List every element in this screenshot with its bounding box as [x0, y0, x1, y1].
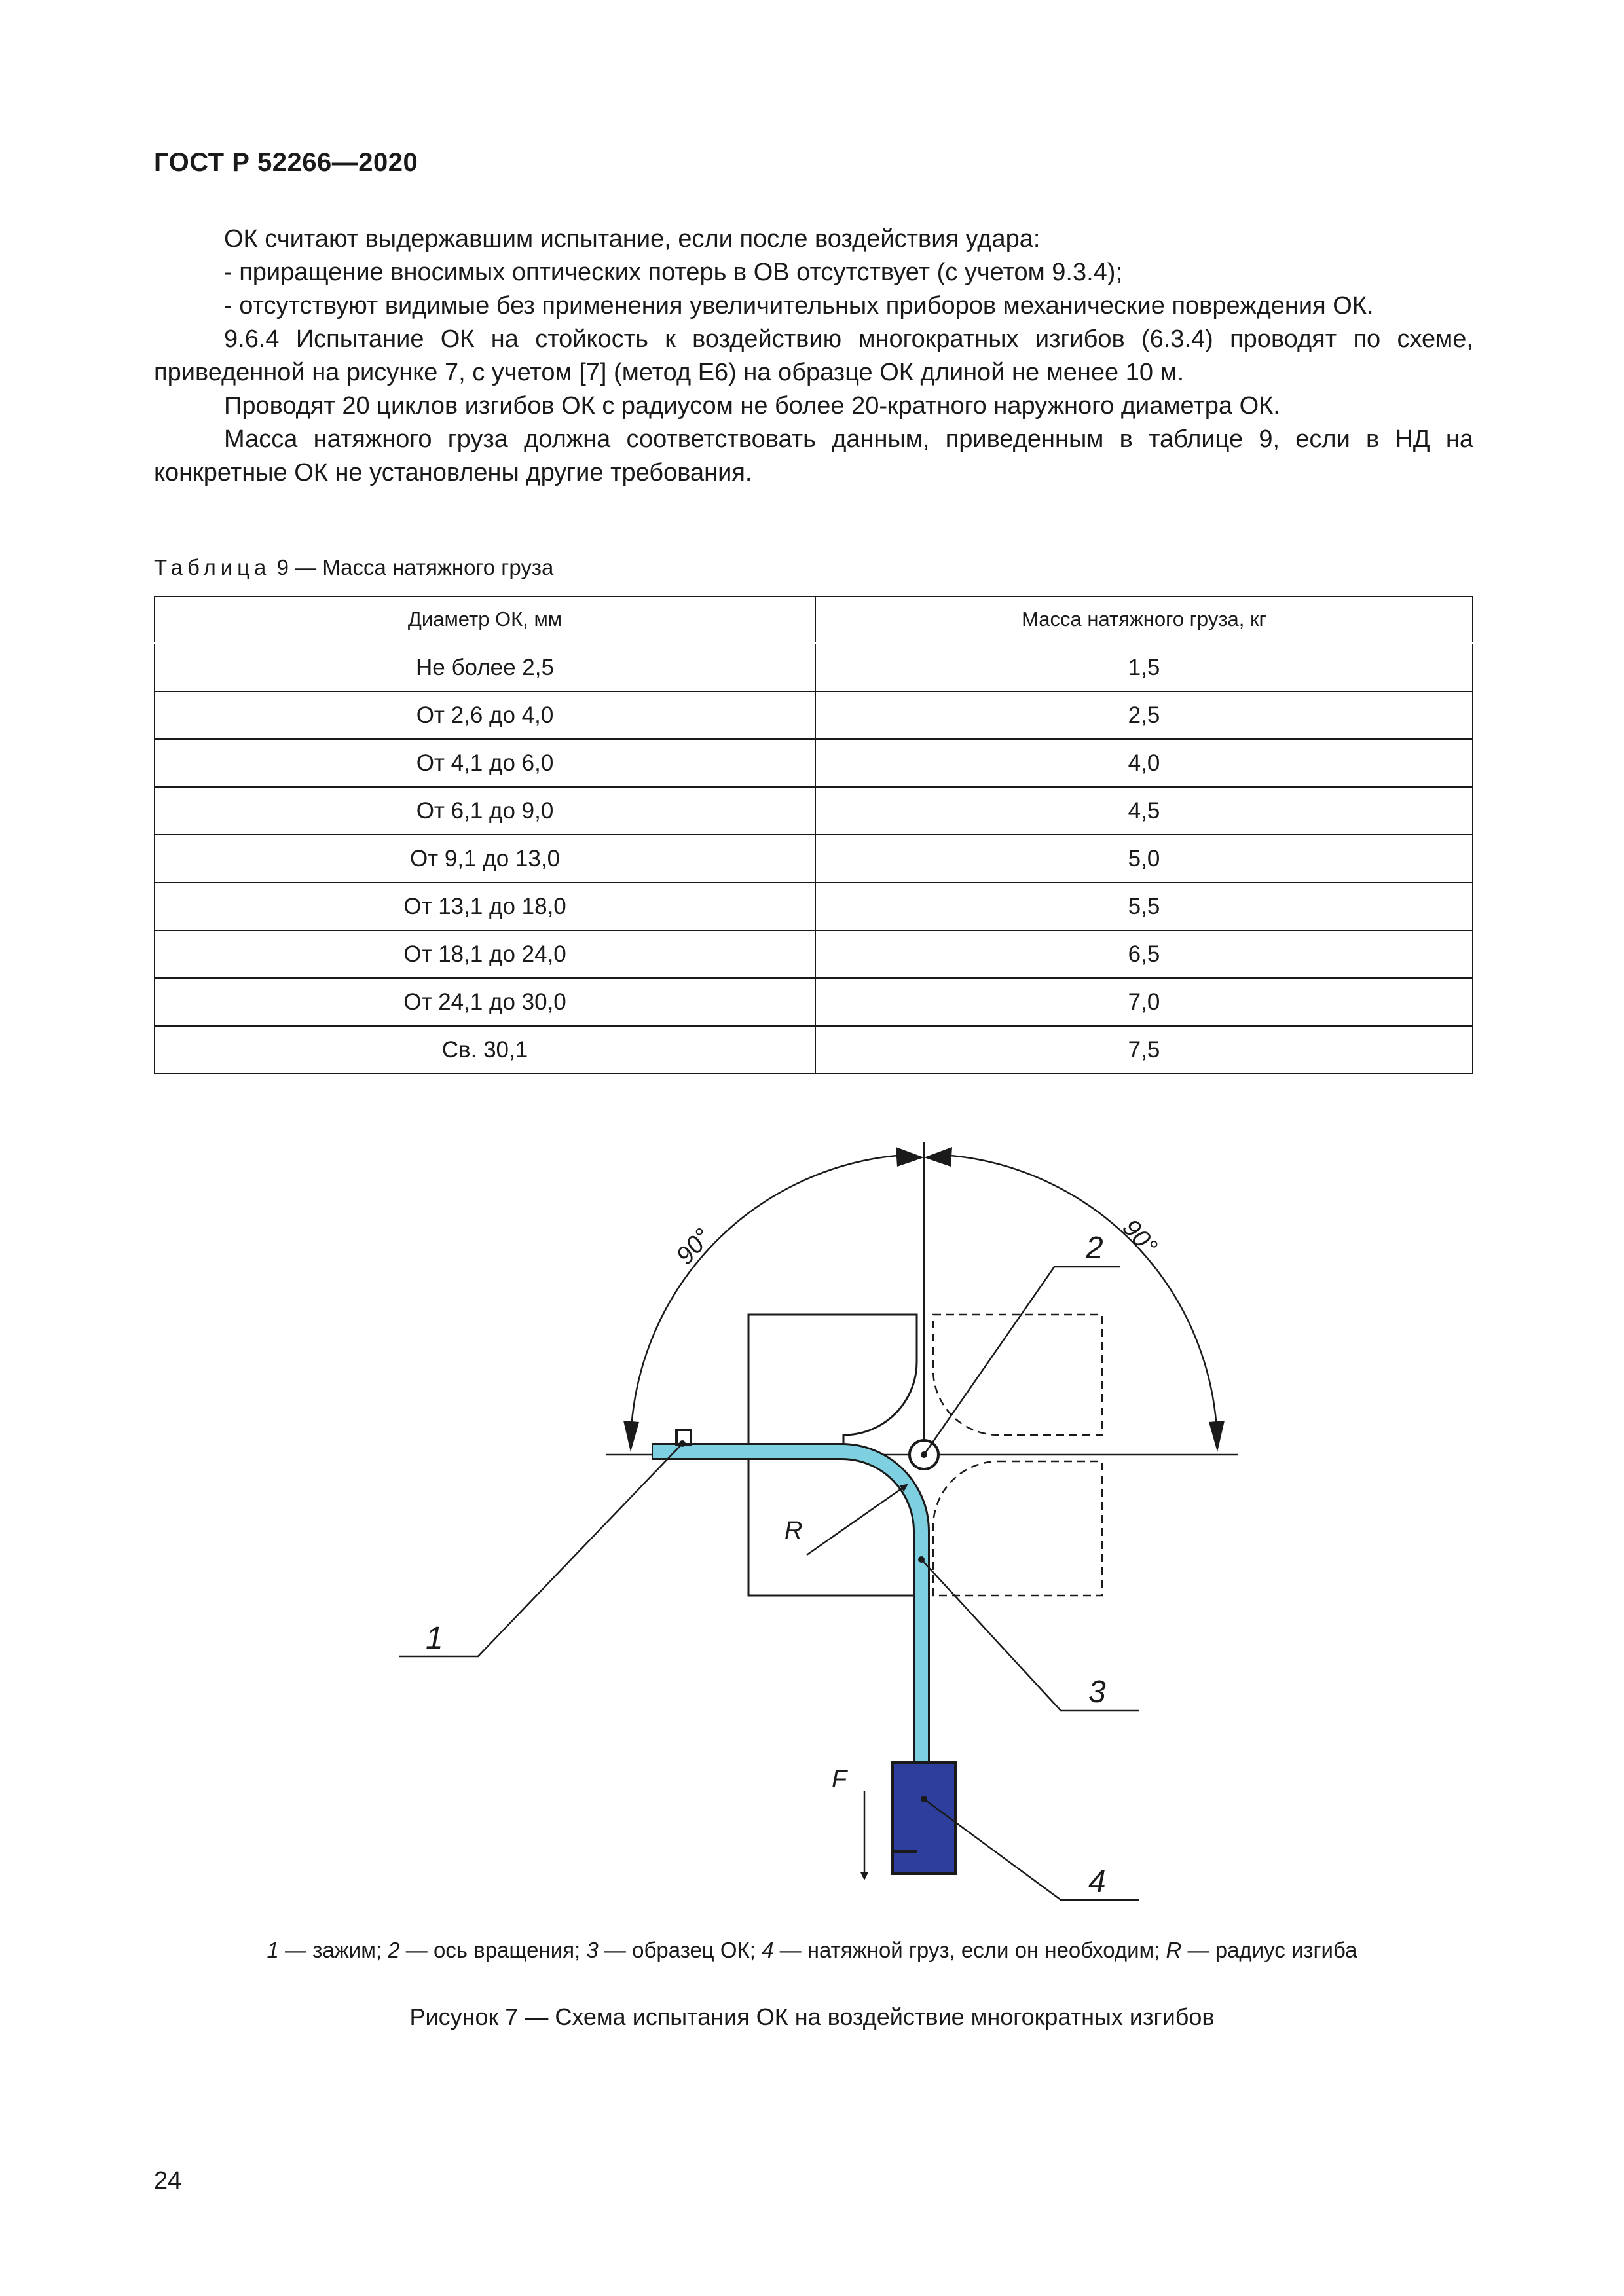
paragraph: 9.6.4 Испытание ОК на стойкость к воздействию многократных изгибов (6.3.4) проводят по схеме, приведенной на рисунке 7, с учетом [7] (метод Е6) на образце ОК длиной не менее 10 м.: [154, 325, 1473, 386]
leader-dot-3: [918, 1556, 925, 1563]
paragraph: Проводят 20 циклов изгибов ОК с радиусом не более 20-кратного наружного диаметра ОК.: [224, 392, 1280, 420]
legend-num-3: 3: [586, 1938, 599, 1962]
cell-mass: 7,5: [815, 1026, 1473, 1074]
header-mass: Масса натяжного груза, кг: [815, 596, 1473, 643]
cell-diameter: От 18,1 до 24,0: [155, 930, 815, 978]
cell-mass: 6,5: [815, 930, 1473, 978]
mandrel-alt-lower: [933, 1461, 1102, 1595]
cell-diameter: Не более 2,5: [155, 643, 815, 691]
cell-diameter: От 24,1 до 30,0: [155, 978, 815, 1026]
radius-label: R: [784, 1517, 803, 1544]
mass-table: [154, 596, 1473, 1074]
paragraph: ОК считают выдержавшим испытание, если после воздействия удара:: [224, 225, 1041, 253]
legend-text-4: — натяжной груз, если он необходим;: [773, 1938, 1166, 1962]
table-caption: [154, 555, 553, 580]
paragraph: Масса натяжного груза должна соответствовать данным, приведенным в таблице 9, если в НД на конкретные ОК не установлены другие требования.: [154, 426, 1473, 486]
table-row: [155, 643, 1473, 691]
table-row: [155, 739, 1473, 787]
table-caption-text: 9 — Масса натяжного груза: [276, 555, 554, 579]
cell-mass: 5,5: [815, 883, 1473, 930]
list-item: - приращение вносимых оптических потерь в ОВ отсутствует (с учетом 9.3.4);: [224, 259, 1123, 286]
callout-2: 2: [1086, 1231, 1103, 1266]
table-row: [155, 930, 1473, 978]
table-row: [155, 1026, 1473, 1074]
angle-label-right: 90°: [1116, 1214, 1163, 1261]
arrowhead-left-top: [896, 1147, 924, 1167]
force-label: F: [832, 1766, 847, 1793]
table-header-row: [155, 596, 1473, 643]
legend-num-1: 1: [267, 1938, 279, 1962]
table-row: [155, 978, 1473, 1026]
legend-text-2: — ось вращения;: [399, 1938, 587, 1962]
table-row: [155, 835, 1473, 883]
arrowhead-right-top: [924, 1147, 952, 1167]
cell-diameter: От 13,1 до 18,0: [155, 883, 815, 930]
list-item: - отсутствуют видимые без применения увеличительных приборов механические повреждения ОК.: [224, 292, 1374, 319]
legend-text-1: — зажим;: [278, 1938, 388, 1962]
document-header: ГОСТ Р 52266—2020: [154, 148, 418, 177]
mandrel-alt-upper: [933, 1315, 1102, 1435]
table-row: [155, 787, 1473, 835]
tension-weight: [893, 1762, 955, 1874]
body-text: [154, 223, 1473, 490]
cell-mass: 7,0: [815, 978, 1473, 1026]
callout-1: 1: [426, 1621, 443, 1656]
callout-4: 4: [1088, 1865, 1106, 1899]
legend-text-radius: — радиус изгиба: [1181, 1938, 1357, 1962]
cell-mass: 5,0: [815, 835, 1473, 883]
legend-text-3: — образец ОК;: [598, 1938, 762, 1962]
page-number: 24: [154, 2167, 182, 2195]
callout-3: 3: [1088, 1675, 1106, 1709]
bend-test-figure: [0, 1133, 1624, 1905]
cell-mass: 4,5: [815, 787, 1473, 835]
arrowhead-left-bottom: [623, 1421, 639, 1452]
figure-legend: [0, 1938, 1624, 1963]
table-row: [155, 691, 1473, 739]
cell-diameter: От 6,1 до 9,0: [155, 787, 815, 835]
cell-diameter: От 2,6 до 4,0: [155, 691, 815, 739]
figure-title: Рисунок 7 — Схема испытания ОК на воздействие многократных изгибов: [409, 2003, 1215, 2030]
leader-line-2: [924, 1267, 1120, 1455]
cell-diameter: От 4,1 до 6,0: [155, 739, 815, 787]
cell-mass: 1,5: [815, 643, 1473, 691]
arrowhead-right-bottom: [1209, 1421, 1225, 1452]
header-diameter: Диаметр ОК, мм: [155, 596, 815, 643]
legend-num-2: 2: [388, 1938, 400, 1962]
leader-dot-4: [921, 1796, 927, 1802]
cell-mass: 4,0: [815, 739, 1473, 787]
bend-test-diagram: [0, 1133, 1624, 1905]
cell-diameter: От 9,1 до 13,0: [155, 835, 815, 883]
table-row: [155, 883, 1473, 930]
leader-line-3: [921, 1559, 1139, 1711]
legend-radius-symbol: R: [1166, 1938, 1182, 1962]
legend-num-4: 4: [762, 1938, 774, 1962]
angle-label-left: 90°: [671, 1223, 717, 1270]
table-caption-label: Таблица: [154, 555, 271, 579]
leader-dot-1: [679, 1440, 686, 1447]
angle-arc-right: [951, 1156, 1217, 1447]
cell-diameter: Св. 30,1: [155, 1026, 815, 1074]
cell-mass: 2,5: [815, 691, 1473, 739]
